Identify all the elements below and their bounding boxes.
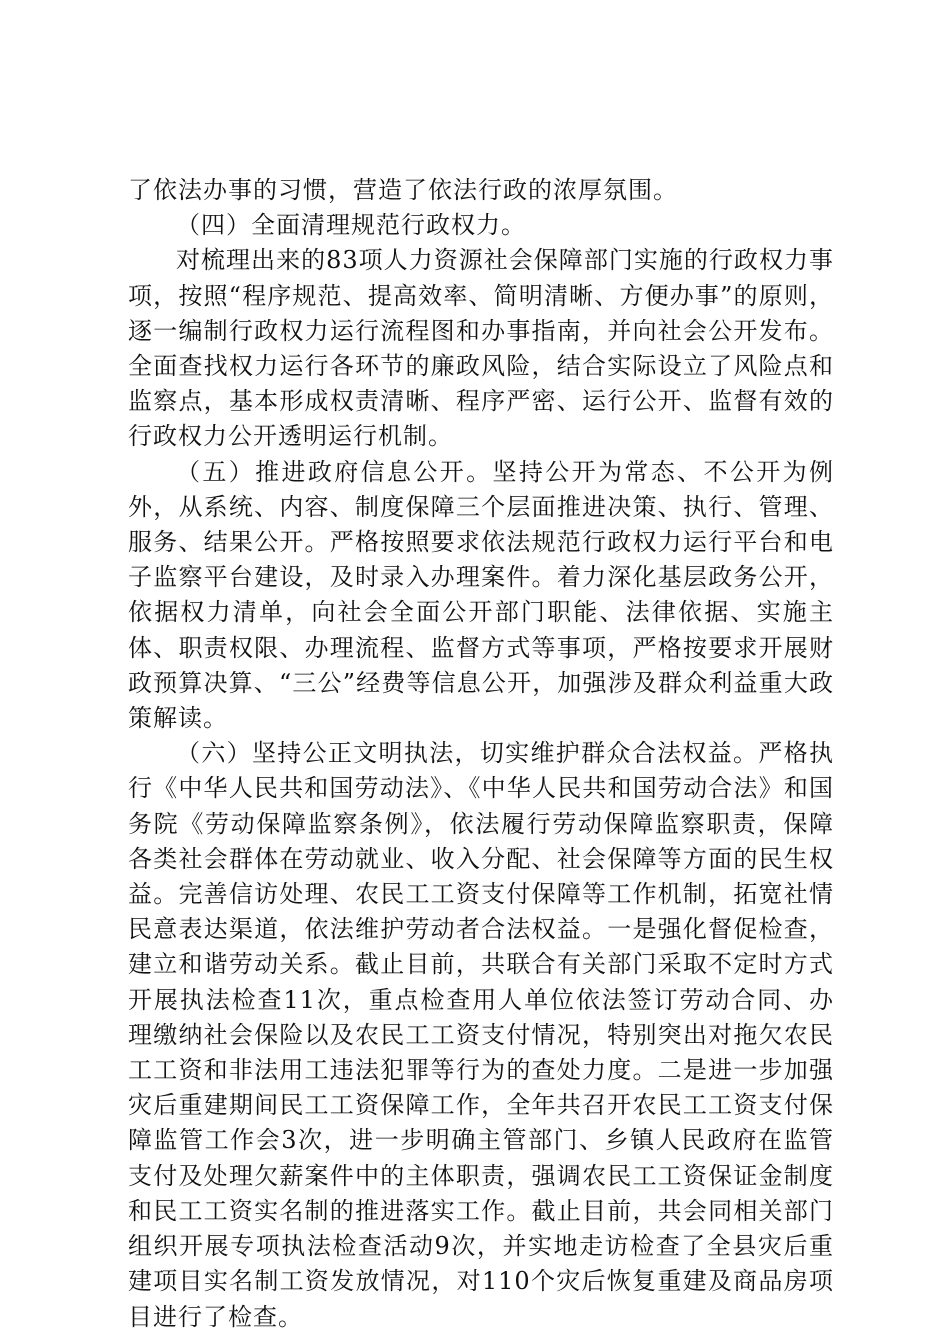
section-heading-four: （四）全面清理规范行政权力。 xyxy=(176,211,526,240)
document-body xyxy=(128,173,834,1335)
paragraph-law-enforcement: （六）坚持公正文明执法，切实维护群众合法权益。严格执行《中华人民共和国劳动法》、《中华人民共和国劳动合法》和国务院《劳动保障监察条例》，依法履行劳动保障监察职责，保障各类社会群体在劳动就业、收入分配、社会保障等方面的民生权益。完善信访处理、农民工工资支付保障等工作机制，拓宽社情民意表达渠道，依法维护劳动者合法权益。一是强化督促检查，建立和谐劳动关系。截止目前，共联合有关部门采取不定时方式开展执法检查11次，重点检查用人单位依法签订劳动合同、办理缴纳社会保险以及农民工工资支付情况，特别突出对拖欠农民工工资和非法用工违法犯罪等行为的查处力度。二是进一步加强灾后重建期间民工工资保障工作，全年共召开农民工工资支付保障监管工作会3次，进一步明确主管部门、乡镇人民政府在监管支付及处理欠薪案件中的主体职责，强调农民工工资保证金制度和民工工资实名制的推进落实工作。截止目前，共会同相关部门组织开展专项执法检查活动9次，并实地走访检查了全县灾后重建项目实名制工资发放情况，对110个灾后恢复重建及商品房项目进行了检查。 xyxy=(128,739,834,1331)
paragraph-continuation: 了依法办事的习惯，营造了依法行政的浓厚氛围。 xyxy=(128,176,678,204)
paragraph-information-disclosure: （五）推进政府信息公开。坚持公开为常态、不公开为例外，从系统、内容、制度保障三个层面推进决策、执行、管理、服务、结果公开。严格按照要求依法规范行政权力运行平台和电子监察平台建设，及时录入办理案件。着力深化基层政务公开，依据权力清单，向社会全面公开部门职能、法律依据、实施主体、职责权限、办理流程、监督方式等事项，严格按要求开展财政预算决算、“三公”经费等信息公开，加强涉及群众利益重大政策解读。 xyxy=(128,457,834,733)
paragraph-administrative-power: 对梳理出来的83项人力资源社会保障部门实施的行政权力事项，按照“程序规范、提高效率、简明清晰、方便办事”的原则，逐一编制行政权力运行流程图和办事指南，并向社会公开发布。全面查找权力运行各环节的廉政风险，结合实际设立了风险点和监察点，基本形成权责清晰、程序严密、运行公开、监督有效的行政权力公开透明运行机制。 xyxy=(128,246,834,451)
